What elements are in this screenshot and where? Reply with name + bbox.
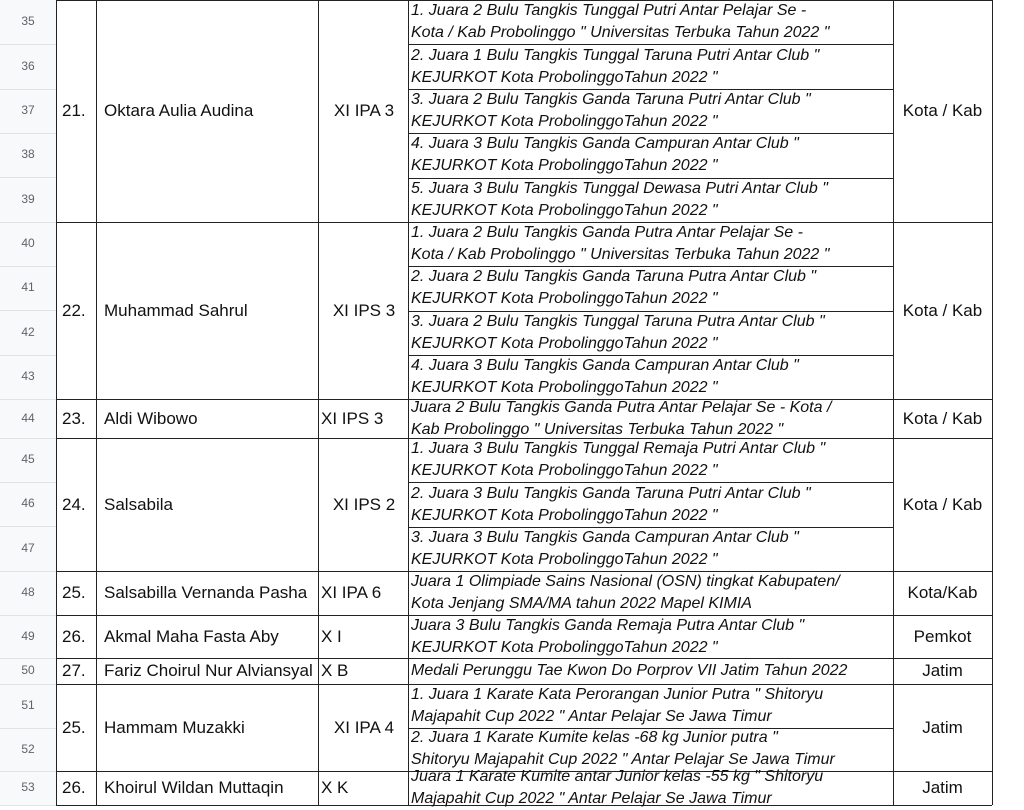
- achievement-line: 3. Juara 3 Bulu Tangkis Ganda Campuran Antar Club ": [411, 528, 799, 546]
- achievement-line: Majapahit Cup 2022 " Antar Pelajar Se Jawa Timur: [411, 707, 772, 725]
- achievement-line: Juara 3 Bulu Tangkis Ganda Remaja Putra Antar Club ": [411, 616, 805, 634]
- achievement-cell[interactable]: [411, 0, 891, 44]
- achievement-line: 3. Juara 2 Bulu Tangkis Ganda Taruna Putri Antar Club ": [411, 91, 811, 108]
- row-number[interactable]: 51: [21, 698, 35, 712]
- achievement-cell[interactable]: [411, 766, 891, 810]
- row-gridline: [0, 266, 56, 267]
- achievement-cell[interactable]: [411, 397, 891, 441]
- entry-number[interactable]: 26.: [62, 626, 86, 646]
- class-cell[interactable]: X K: [321, 778, 349, 797]
- row-gridline: [0, 44, 56, 45]
- row-gridline: [0, 310, 56, 311]
- achievement-line: KEJURKOT Kota ProbolinggoTahun 2022 ": [411, 506, 718, 524]
- row-number[interactable]: 41: [21, 280, 35, 294]
- achievement-cell[interactable]: [411, 45, 891, 89]
- class-cell[interactable]: XI IPS 3: [321, 408, 384, 428]
- row-gridline: [0, 771, 56, 772]
- achievement-line: KEJURKOT Kota ProbolinggoTahun 2022 ": [411, 462, 718, 480]
- entry-number[interactable]: 25.: [62, 583, 86, 602]
- achievement-cell[interactable]: [411, 571, 891, 615]
- row-gridline: [0, 133, 56, 134]
- achievement-line: KEJURKOT Kota ProbolinggoTahun 2022 ": [411, 290, 718, 308]
- row-gridline: [0, 526, 56, 527]
- row-gridline: [0, 684, 56, 685]
- achievement-line: 2. Juara 2 Bulu Tangkis Ganda Taruna Putra Antar Club ": [411, 268, 817, 286]
- achievement-line: Medali Perunggu Tae Kwon Do Porprov VII Jatim Tahun 2022: [411, 662, 848, 679]
- entry-number[interactable]: 25.: [62, 717, 86, 737]
- achievement-line: Kota / Kab Probolinggo " Universitas Terbuka Tahun 2022 ": [411, 24, 830, 42]
- achievement-line: Kota Jenjang SMA/MA tahun 2022 Mapel KIMIA: [411, 595, 752, 612]
- achievement-cell[interactable]: [411, 222, 891, 266]
- level-cell[interactable]: Kota / Kab: [902, 300, 983, 320]
- achievement-cell[interactable]: [411, 727, 891, 771]
- level-cell[interactable]: Jatim: [922, 778, 963, 797]
- row-number[interactable]: 42: [21, 324, 35, 339]
- achievement-line: 4. Juara 3 Bulu Tangkis Ganda Campuran Antar Club ": [411, 356, 799, 374]
- row-number[interactable]: 48: [21, 585, 35, 599]
- entry-number[interactable]: 21.: [62, 101, 86, 120]
- entry-number[interactable]: 24.: [62, 494, 86, 514]
- cell-border: [992, 0, 993, 805]
- achievement-cell[interactable]: [411, 89, 891, 133]
- row-number[interactable]: 52: [21, 741, 35, 756]
- student-name[interactable]: Hammam Muzakki: [104, 717, 245, 737]
- row-number[interactable]: 43: [21, 369, 35, 383]
- row-gridline: [0, 355, 56, 356]
- achievement-line: 5. Juara 3 Bulu Tangkis Tunggal Dewasa Putri Antar Club ": [411, 179, 828, 197]
- achievement-line: 1. Juara 3 Bulu Tangkis Tunggal Remaja Putri Antar Club ": [411, 440, 826, 458]
- achievement-line: KEJURKOT Kota ProbolinggoTahun 2022 ": [411, 68, 718, 86]
- class-cell[interactable]: X B: [321, 661, 349, 680]
- row-number[interactable]: 35: [21, 14, 35, 28]
- achievement-line: 1. Juara 2 Bulu Tangkis Tunggal Putri Antar Pelajar Se -: [411, 2, 807, 20]
- level-cell[interactable]: Pemkot: [913, 626, 972, 646]
- achievement-cell[interactable]: [411, 266, 891, 310]
- achievement-line: KEJURKOT Kota ProbolinggoTahun 2022 ": [411, 638, 718, 656]
- achievement-line: Shitoryu Majapahit Cup 2022 " Antar Pelajar Se Jawa Timur: [411, 751, 835, 769]
- achievement-cell[interactable]: [411, 311, 891, 355]
- student-name[interactable]: Aldi Wibowo: [104, 408, 198, 428]
- achievement-line: Juara 1 Olimpiade Sains Nasional (OSN) tingkat Kabupaten/: [411, 573, 840, 590]
- achievement-line: 2. Juara 3 Bulu Tangkis Ganda Taruna Putri Antar Club ": [411, 484, 811, 502]
- row-number[interactable]: 47: [21, 540, 35, 555]
- achievement-line: 1. Juara 1 Karate Kata Perorangan Junior Putra " Shitoryu: [411, 685, 824, 703]
- achievement-line: 1. Juara 2 Bulu Tangkis Ganda Putra Antar Pelajar Se -: [411, 224, 803, 242]
- class-cell[interactable]: XI IPS 2: [332, 494, 396, 514]
- achievement-line: Kab Probolinggo " Universitas Terbuka Tahun 2022 ": [411, 420, 784, 438]
- row-number[interactable]: 37: [21, 103, 35, 117]
- row-gridline: [0, 728, 56, 729]
- achievement-line: 3. Juara 2 Bulu Tangkis Tunggal Taruna Putra Antar Club ": [411, 312, 825, 330]
- row-gridline: [0, 482, 56, 483]
- row-header-column: [0, 0, 57, 805]
- student-name[interactable]: Oktara Aulia Audina: [104, 101, 254, 120]
- row-gridline: [0, 805, 56, 806]
- achievement-line: KEJURKOT Kota ProbolinggoTahun 2022 ": [411, 113, 718, 130]
- level-cell[interactable]: Kota/Kab: [907, 583, 978, 602]
- student-name[interactable]: Salsabilla Vernanda Pasha: [104, 583, 308, 602]
- achievement-cell[interactable]: [411, 527, 891, 571]
- row-number[interactable]: 53: [21, 780, 35, 794]
- achievement-line: KEJURKOT Kota ProbolinggoTahun 2022 ": [411, 201, 718, 219]
- row-number[interactable]: 38: [21, 147, 35, 161]
- achievement-line: 4. Juara 3 Bulu Tangkis Ganda Campuran Antar Club ": [411, 135, 799, 153]
- class-cell[interactable]: XI IPA 3: [333, 101, 395, 120]
- student-name[interactable]: Fariz Choirul Nur Alviansyal: [104, 661, 313, 680]
- row-gridline: [0, 177, 56, 178]
- achievement-line: KEJURKOT Kota ProbolinggoTahun 2022 ": [411, 550, 718, 568]
- entry-number[interactable]: 27.: [62, 661, 86, 680]
- achievement-cell[interactable]: [411, 615, 891, 659]
- class-cell[interactable]: XI IPS 3: [332, 300, 396, 320]
- row-gridline: [0, 89, 56, 90]
- row-number[interactable]: 36: [21, 58, 35, 73]
- level-cell[interactable]: Kota / Kab: [902, 408, 983, 428]
- student-name[interactable]: Akmal Maha Fasta Aby: [104, 626, 279, 646]
- row-gridline: [0, 571, 56, 572]
- row-number[interactable]: 40: [21, 236, 35, 250]
- achievement-cell[interactable]: [411, 660, 891, 682]
- achievement-line: Juara 1 Karate Kumite antar Junior kelas -55 kg " Shitoryu: [411, 768, 824, 785]
- row-number[interactable]: 45: [21, 452, 35, 466]
- row-gridline: [0, 658, 56, 659]
- student-name[interactable]: Salsabila: [104, 494, 173, 514]
- achievement-cell[interactable]: [411, 178, 891, 222]
- level-cell[interactable]: Jatim: [922, 661, 963, 680]
- entry-number[interactable]: 26.: [62, 778, 86, 797]
- achievement-cell[interactable]: [411, 355, 891, 399]
- entry-number[interactable]: 23.: [62, 408, 86, 428]
- achievement-cell[interactable]: [411, 438, 891, 482]
- row-number[interactable]: 49: [21, 628, 35, 643]
- achievement-line: 2. Juara 1 Karate Kumite kelas -68 kg Junior putra ": [411, 729, 778, 747]
- level-cell[interactable]: Jatim: [922, 717, 963, 737]
- achievement-line: 2. Juara 1 Bulu Tangkis Tunggal Taruna Putri Antar Club ": [411, 46, 820, 64]
- row-gridline: [0, 615, 56, 616]
- row-number[interactable]: 46: [21, 496, 35, 510]
- class-cell[interactable]: XI IPA 4: [333, 717, 395, 737]
- student-name[interactable]: Khoirul Wildan Muttaqin: [104, 778, 284, 797]
- class-cell[interactable]: X I: [321, 626, 342, 646]
- level-cell[interactable]: Kota / Kab: [902, 494, 983, 514]
- achievement-cell[interactable]: [411, 684, 891, 728]
- level-cell[interactable]: Kota / Kab: [902, 101, 983, 120]
- achievement-line: KEJURKOT Kota ProbolinggoTahun 2022 ": [411, 378, 718, 396]
- student-name[interactable]: Muhammad Sahrul: [104, 300, 248, 320]
- row-number[interactable]: 50: [21, 663, 35, 677]
- achievement-cell[interactable]: [411, 133, 891, 177]
- row-gridline: [0, 399, 56, 400]
- row-gridline: [0, 438, 56, 439]
- achievement-line: KEJURKOT Kota ProbolinggoTahun 2022 ": [411, 334, 718, 352]
- row-number[interactable]: 39: [21, 191, 35, 206]
- row-number[interactable]: 44: [21, 410, 35, 425]
- achievement-cell[interactable]: [411, 483, 891, 527]
- row-gridline: [0, 222, 56, 223]
- class-cell[interactable]: XI IPA 6: [321, 583, 382, 602]
- entry-number[interactable]: 22.: [62, 300, 86, 320]
- achievement-line: Majapahit Cup 2022 " Antar Pelajar Se Jawa Timur: [411, 790, 772, 807]
- achievement-line: Juara 2 Bulu Tangkis Ganda Putra Antar Pelajar Se - Kota /: [411, 398, 832, 416]
- achievement-line: KEJURKOT Kota ProbolinggoTahun 2022 ": [411, 157, 718, 175]
- achievement-line: Kota / Kab Probolinggo " Universitas Terbuka Tahun 2022 ": [411, 246, 830, 264]
